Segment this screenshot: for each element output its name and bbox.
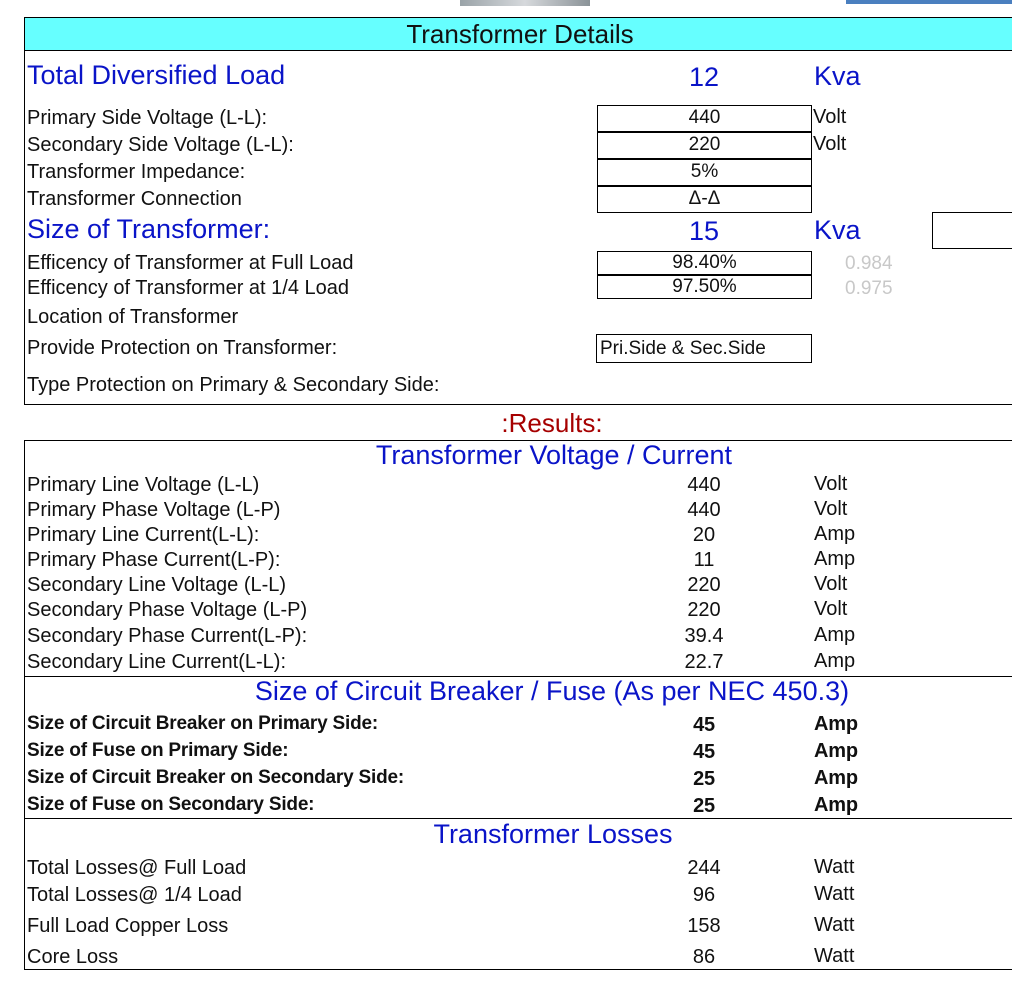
vc-row-value: 39.4 (684, 625, 724, 647)
breaker-row-value: 25 (693, 768, 715, 790)
protection-select[interactable]: Pri.Side & Sec.Side (596, 334, 812, 363)
vc-row-unit: Volt (814, 598, 848, 620)
vc-row-unit: Amp (814, 650, 856, 672)
loss-row-value: 86 (692, 946, 716, 968)
vc-row-label: Primary Phase Voltage (L-P) (27, 499, 281, 521)
transformer-size-unit: Kva (814, 215, 861, 245)
vc-row-value: 20 (692, 524, 716, 546)
vc-row-label: Primary Phase Current(L-P): (27, 549, 281, 571)
loss-row-unit: Watt (814, 945, 855, 967)
voltage-current-title: Transformer Voltage / Current (375, 440, 733, 470)
loss-row-value: 244 (687, 857, 721, 879)
top-image-fragment (460, 0, 590, 6)
loss-row-label: Core Loss (27, 946, 119, 968)
vc-row-unit: Volt (814, 573, 848, 595)
primary-voltage-label: Primary Side Voltage (L-L): (27, 107, 268, 129)
loss-row-label: Full Load Copper Loss (27, 915, 229, 937)
efficiency-quarter-aux: 0.975 (845, 278, 893, 299)
loss-row-value: 158 (687, 915, 721, 937)
breaker-row-label: Size of Circuit Breaker on Primary Side: (27, 713, 379, 734)
breaker-row-unit: Amp (814, 794, 858, 816)
vc-row-label: Primary Line Current(L-L): (27, 524, 260, 546)
breaker-row-unit: Amp (814, 713, 858, 735)
vc-row-value: 220 (687, 599, 721, 621)
results-bottom-border (24, 969, 1012, 970)
efficiency-full-label: Efficency of Transformer at Full Load (27, 252, 354, 274)
losses-title: Transformer Losses (433, 819, 673, 849)
total-load-label: Total Diversified Load (27, 60, 286, 90)
details-bottom-border (24, 404, 1012, 405)
side-empty-cell[interactable] (932, 212, 1012, 249)
efficiency-quarter-input[interactable]: 97.50% (597, 275, 812, 299)
vc-row-unit: Amp (814, 548, 856, 570)
loss-row-value: 96 (692, 884, 716, 906)
loss-row-unit: Watt (814, 856, 855, 878)
details-left-border (24, 50, 25, 405)
efficiency-full-input[interactable]: 98.40% (597, 251, 812, 275)
vc-row-label: Secondary Line Voltage (L-L) (27, 574, 287, 596)
secondary-voltage-unit: Volt (813, 133, 847, 155)
impedance-input[interactable]: 5% (597, 159, 812, 186)
vc-row-value: 22.7 (684, 651, 724, 673)
type-protection-label: Type Protection on Primary & Secondary Side: (27, 374, 440, 396)
primary-voltage-input[interactable]: 440 (597, 105, 812, 132)
vc-row-unit: Volt (814, 473, 848, 495)
breaker-title: Size of Circuit Breaker / Fuse (As per NEC 450.3) (254, 676, 850, 706)
vc-row-value: 440 (687, 499, 721, 521)
breaker-row-label: Size of Fuse on Primary Side: (27, 740, 289, 761)
breaker-row-unit: Amp (814, 740, 858, 762)
transformer-size-value: 15 (688, 216, 720, 246)
total-load-unit: Kva (814, 61, 861, 91)
top-bar-fragment (846, 0, 1012, 4)
primary-voltage-unit: Volt (813, 106, 847, 128)
efficiency-quarter-label: Efficency of Transformer at 1/4 Load (27, 277, 350, 299)
breaker-row-unit: Amp (814, 767, 858, 789)
connection-label: Transformer Connection (27, 188, 242, 210)
efficiency-full-aux: 0.984 (845, 253, 893, 274)
breaker-row-value: 25 (693, 795, 715, 817)
location-label: Location of Transformer (27, 306, 239, 328)
vc-row-label: Secondary Phase Voltage (L-P) (27, 599, 308, 621)
vc-row-value: 440 (687, 474, 721, 496)
breaker-row-value: 45 (693, 741, 715, 763)
breaker-row-label: Size of Circuit Breaker on Secondary Side: (27, 767, 404, 788)
vc-row-unit: Volt (814, 498, 848, 520)
vc-row-value: 11 (693, 549, 715, 571)
connection-select[interactable]: Δ-Δ (597, 186, 812, 213)
vc-row-label: Secondary Phase Current(L-P): (27, 625, 308, 647)
details-header (24, 17, 1012, 51)
details-header-text: Transformer Details (406, 19, 634, 49)
impedance-label: Transformer Impedance: (27, 161, 246, 183)
secondary-voltage-label: Secondary Side Voltage (L-L): (27, 134, 294, 156)
loss-row-label: Total Losses@ 1/4 Load (27, 884, 242, 906)
vc-row-label: Secondary Line Current(L-L): (27, 651, 287, 673)
transformer-size-label: Size of Transformer: (27, 214, 271, 244)
vc-row-value: 220 (687, 574, 721, 596)
loss-row-label: Total Losses@ Full Load (27, 857, 247, 879)
secondary-voltage-input[interactable]: 220 (597, 132, 812, 159)
total-load-value: 12 (688, 62, 720, 92)
loss-row-unit: Watt (814, 883, 855, 905)
breaker-row-value: 45 (693, 714, 715, 736)
vc-row-unit: Amp (814, 523, 856, 545)
loss-row-unit: Watt (814, 914, 855, 936)
vc-row-label: Primary Line Voltage (L-L) (27, 474, 260, 496)
vc-row-unit: Amp (814, 624, 856, 646)
breaker-row-label: Size of Fuse on Secondary Side: (27, 794, 315, 815)
results-title: :Results: (501, 408, 603, 438)
protection-label: Provide Protection on Transformer: (27, 337, 338, 359)
